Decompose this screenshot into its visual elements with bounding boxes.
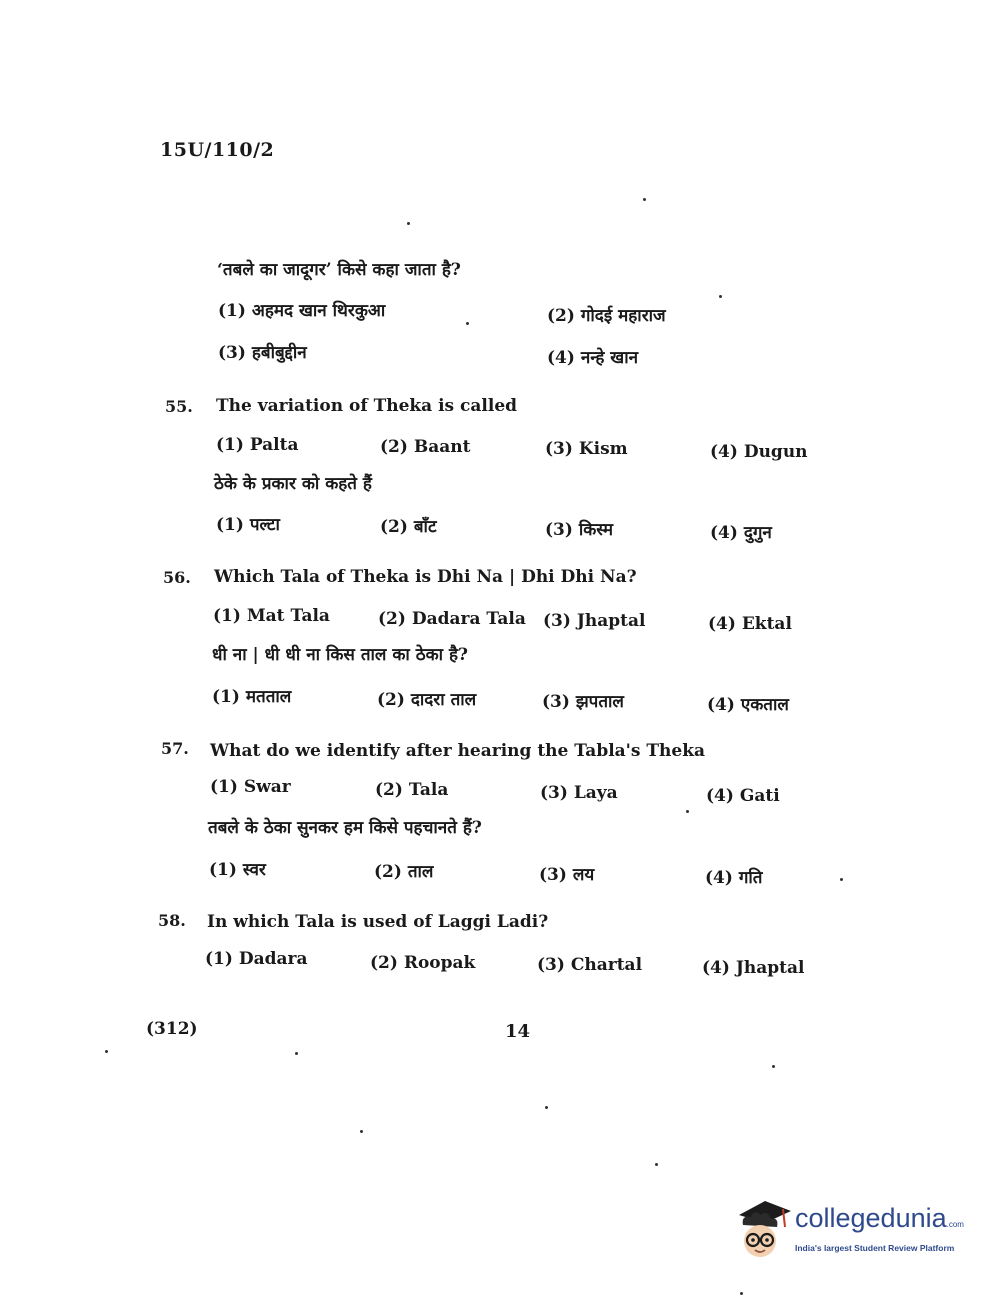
q55-option-3: (3) Kism	[545, 439, 628, 459]
scan-speck	[295, 1052, 298, 1055]
q57-hindi-question: तबले के ठेका सुनकर हम किसे पहचानते हैं?	[208, 818, 482, 838]
q58-option-2: (2) Roopak	[370, 953, 476, 973]
scan-speck	[105, 1050, 108, 1053]
q57-question: What do we identify after hearing the Tabla's Theka	[210, 741, 705, 761]
q54-hindi-question: ‘तबले का जादूगर’ किसे कहा जाता है?	[217, 260, 461, 280]
q57-option-2: (2) Tala	[375, 780, 449, 800]
scan-speck	[466, 322, 469, 325]
q54-hindi-option-3: (3) हबीबुद्दीन	[218, 343, 307, 363]
q57-number: 57.	[161, 739, 189, 758]
scan-speck	[545, 1106, 548, 1109]
paper-code: 15U/110/2	[160, 139, 275, 161]
scan-speck	[840, 878, 843, 881]
q57-option-4: (4) Gati	[706, 786, 780, 806]
q55-hindi-option-4: (4) दुगुन	[710, 523, 772, 543]
q57-hindi-option-1: (1) स्वर	[209, 860, 266, 880]
q56-option-3: (3) Jhaptal	[543, 611, 646, 631]
scan-speck	[740, 1292, 743, 1295]
q58-option-3: (3) Chartal	[537, 955, 643, 975]
scan-speck	[643, 198, 646, 201]
scan-speck	[360, 1130, 363, 1133]
scan-speck	[719, 295, 722, 298]
q56-question: Which Tala of Theka is Dhi Na | Dhi Dhi Na?	[214, 567, 637, 587]
logo-domain-suffix: .com	[946, 1220, 964, 1229]
logo-wordmark	[795, 1203, 964, 1234]
q55-question: The variation of Theka is called	[216, 396, 518, 416]
page-number: 14	[505, 1021, 531, 1042]
logo-tagline: India's largest Student Review Platform	[795, 1243, 955, 1253]
scan-speck	[407, 222, 410, 225]
q58-option-4: (4) Jhaptal	[702, 958, 805, 978]
scan-speck	[686, 810, 689, 813]
q55-number: 55.	[165, 397, 193, 416]
q56-hindi-option-4: (4) एकताल	[707, 695, 789, 715]
q56-option-2: (2) Dadara Tala	[378, 609, 526, 629]
q57-option-3: (3) Laya	[540, 783, 618, 803]
q56-option-4: (4) Ektal	[708, 614, 792, 634]
scan-speck	[655, 1163, 658, 1166]
q55-option-4: (4) Dugun	[710, 442, 808, 462]
q58-number: 58.	[158, 911, 186, 930]
q57-hindi-option-4: (4) गति	[705, 868, 763, 888]
q57-hindi-option-2: (2) ताल	[374, 862, 434, 882]
q54-hindi-option-1: (1) अहमद खान थिरकुआ	[218, 301, 386, 321]
footer-code: (312)	[146, 1019, 198, 1039]
q56-hindi-option-2: (2) दादरा ताल	[377, 690, 477, 710]
q55-hindi-option-3: (3) किस्म	[545, 520, 614, 540]
q55-option-2: (2) Baant	[380, 437, 471, 457]
q58-option-1: (1) Dadara	[205, 949, 308, 969]
q56-option-1: (1) Mat Tala	[213, 606, 330, 626]
q54-hindi-option-4: (4) नन्हे खान	[547, 348, 639, 368]
q54-hindi-option-2: (2) गोदई महाराज	[547, 306, 666, 326]
q56-hindi-question: धी ना | धी धी ना किस ताल का ठेका है?	[212, 645, 468, 665]
q55-hindi-option-2: (2) बाँट	[380, 517, 437, 537]
q55-hindi-question: ठेके के प्रकार को कहते हैं	[214, 474, 372, 494]
q58-question: In which Tala is used of Laggi Ladi?	[207, 912, 549, 932]
collegedunia-logo	[735, 1197, 964, 1267]
q55-option-1: (1) Palta	[216, 435, 299, 455]
q57-hindi-option-3: (3) लय	[539, 865, 595, 885]
q56-hindi-option-1: (1) मतताल	[212, 687, 292, 707]
scan-speck	[772, 1065, 775, 1068]
mascot-icon	[735, 1197, 795, 1263]
q55-hindi-option-1: (1) पल्टा	[216, 515, 280, 535]
q56-hindi-option-3: (3) झपताल	[542, 692, 624, 712]
q56-number: 56.	[163, 568, 191, 587]
q57-option-1: (1) Swar	[210, 777, 291, 797]
logo-brand: collegedunia	[795, 1203, 947, 1233]
